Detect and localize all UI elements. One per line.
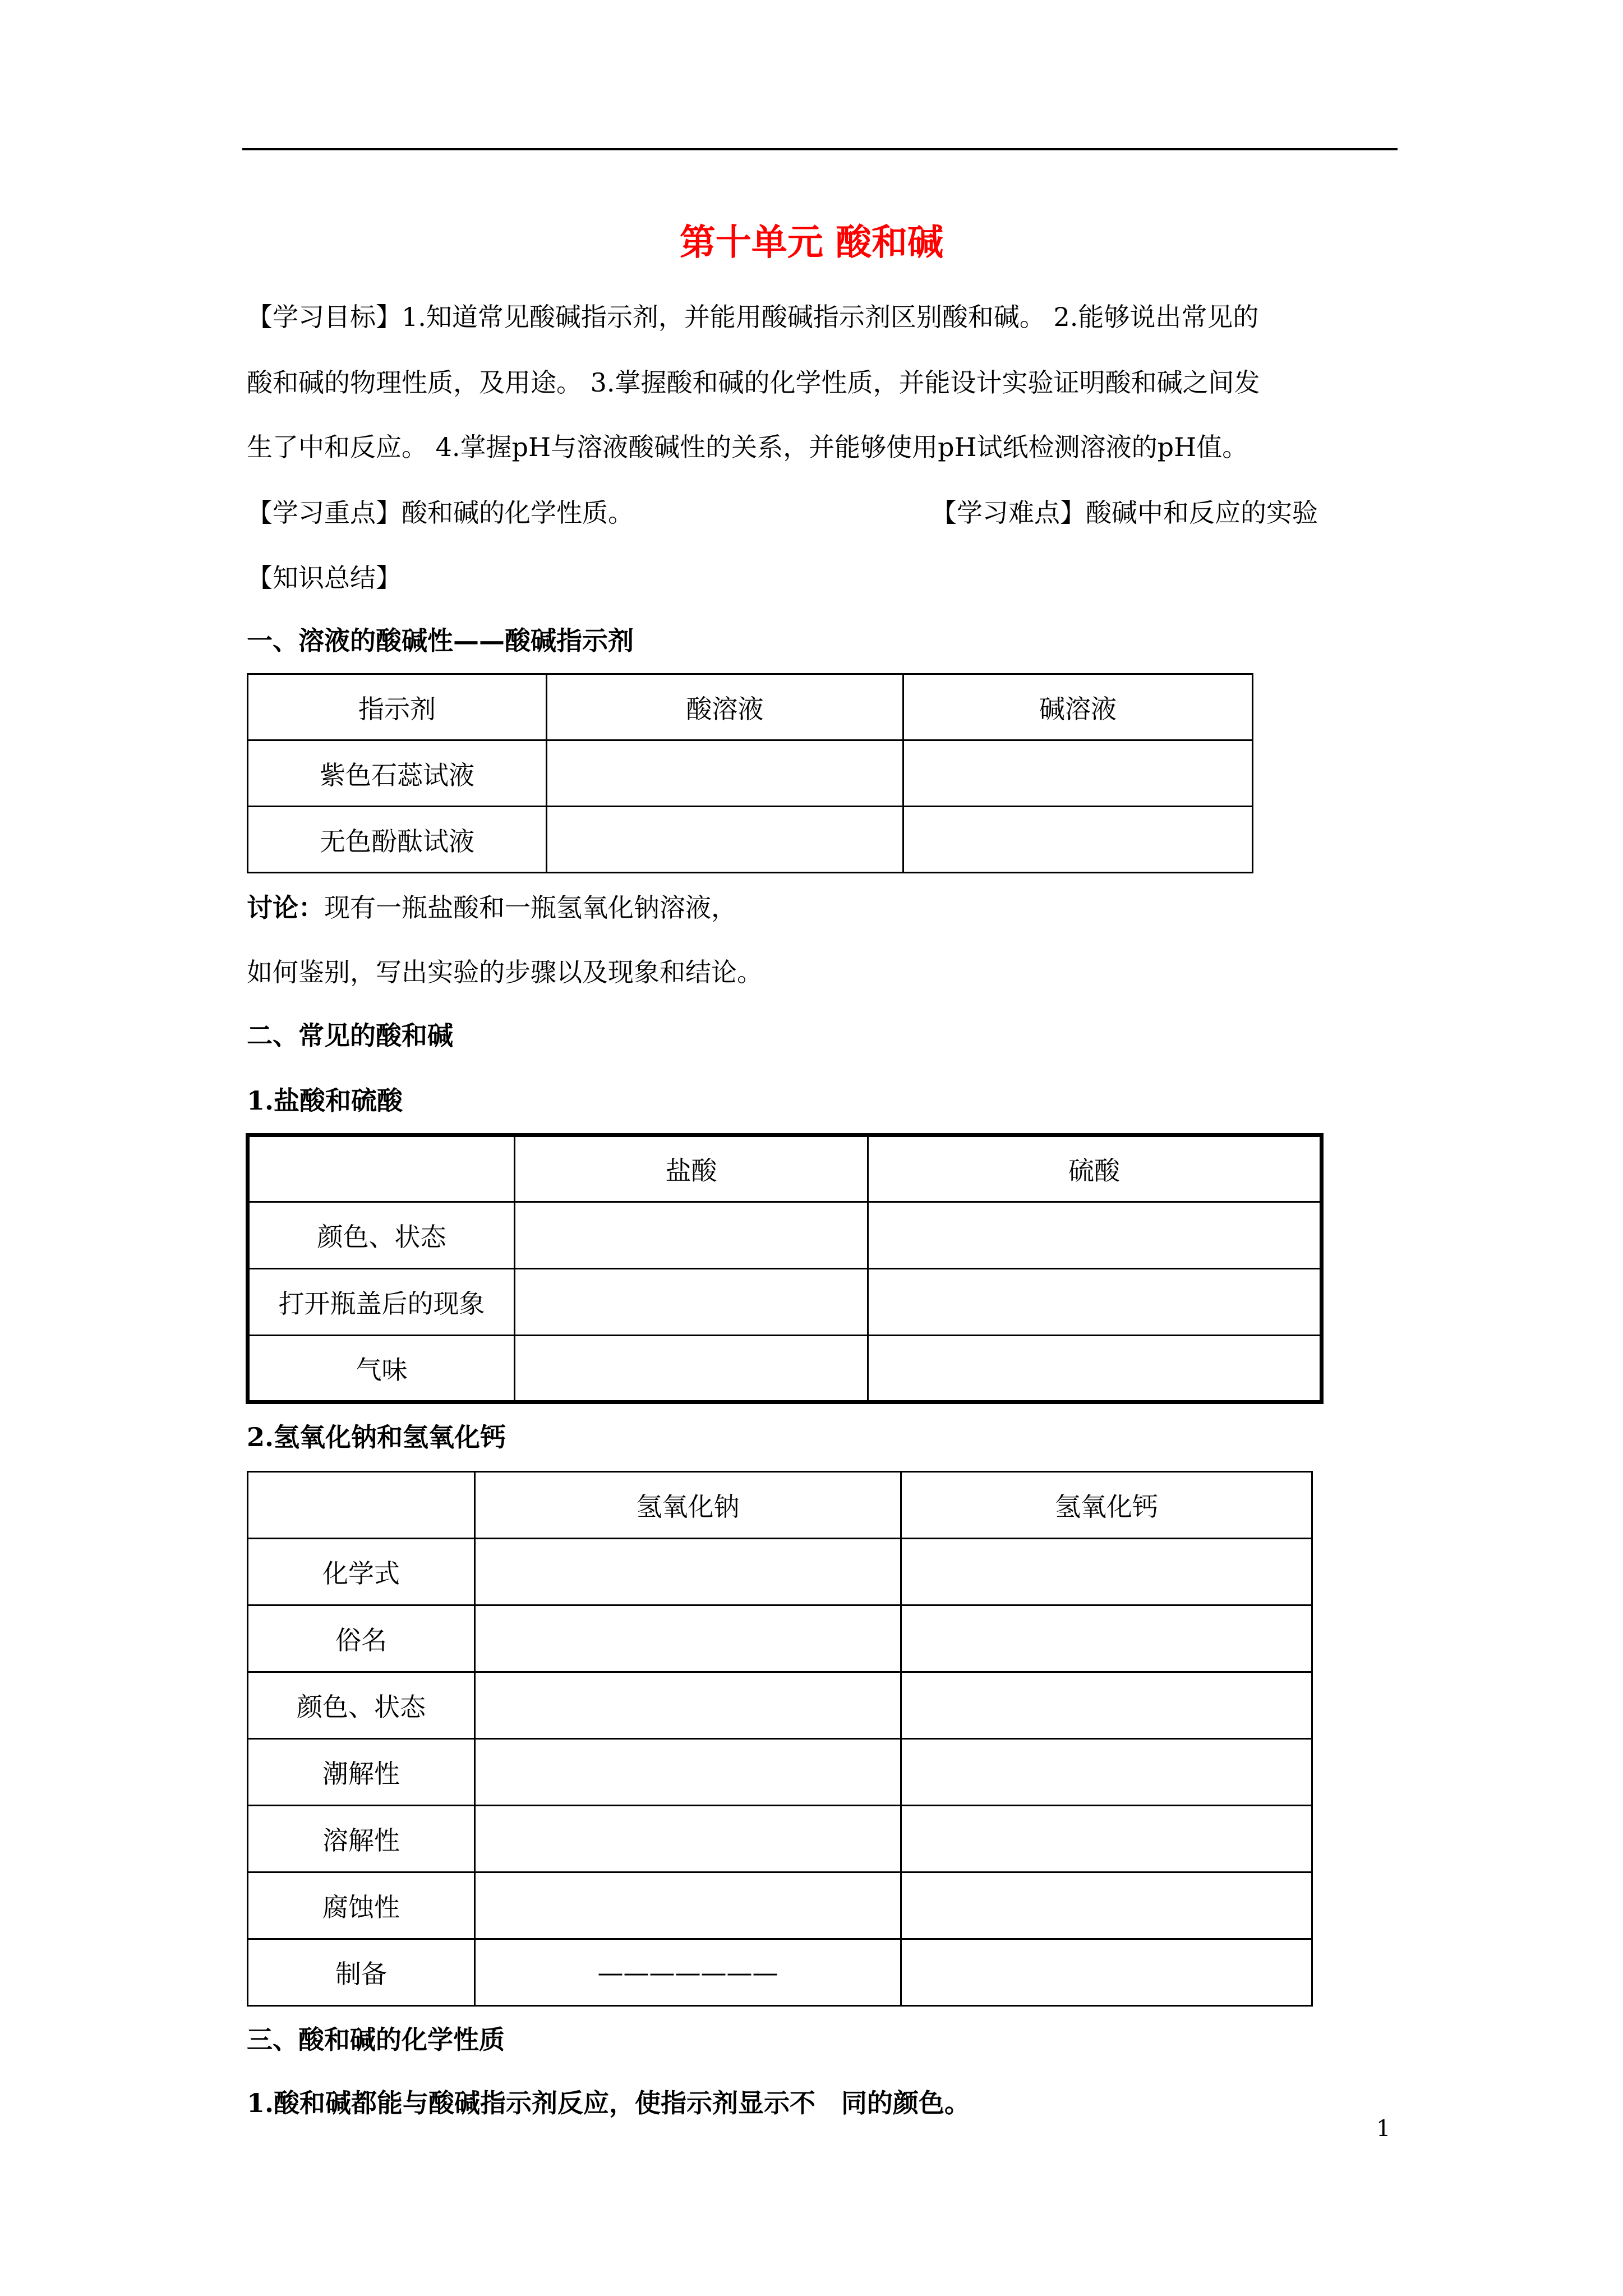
table-cell: 溶解性: [248, 1806, 475, 1872]
base-table: [247, 1471, 1313, 2007]
table-row: [248, 807, 1253, 873]
acid-table: [246, 1133, 1324, 1404]
table-cell: 俗名: [248, 1605, 475, 1672]
section-1-heading: 一、溶液的酸碱性——酸碱指示剂: [247, 625, 634, 656]
table-cell: [475, 1806, 901, 1872]
summary-label: 【知识总结】: [247, 563, 402, 593]
table-row: [248, 1336, 1322, 1402]
table-cell: [903, 740, 1253, 807]
table-cell: 腐蚀性: [248, 1872, 475, 1939]
objectives-line-1: 【学习目标】1.知道常见酸碱指示剂，并能用酸碱指示剂区别酸和碱。 2.能够说出常见的: [247, 302, 1259, 332]
table-row: [248, 740, 1253, 807]
table-cell: [547, 807, 903, 873]
table-cell: [868, 1269, 1322, 1336]
objectives-line-3: 生了中和反应。 4.掌握pH与溶液酸碱性的关系，并能够使用pH试纸检测溶液的pH值。: [247, 432, 1248, 462]
table-cell: [475, 1672, 901, 1739]
table-cell: [901, 1939, 1312, 2006]
table-row: [248, 1672, 1312, 1739]
indicator-table: [247, 673, 1253, 873]
table-header-cell: 氢氧化钙: [901, 1472, 1312, 1539]
table-cell: [515, 1202, 868, 1269]
table-cell: [901, 1539, 1312, 1605]
table-cell: [475, 1739, 901, 1806]
table-row: [248, 1539, 1312, 1605]
table-cell: [901, 1806, 1312, 1872]
section-3-item-1: 1.酸和碱都能与酸碱指示剂反应，使指示剂显示不 同的颜色。: [247, 2088, 971, 2118]
table-cell: [515, 1269, 868, 1336]
table-header-cell: 碱溶液: [903, 674, 1253, 740]
table-cell: 制备: [248, 1939, 475, 2006]
table-header-row: [248, 1472, 1312, 1539]
table-cell: [901, 1872, 1312, 1939]
discussion-line-2: 如何鉴别，写出实验的步骤以及现象和结论。: [247, 957, 763, 987]
discussion-text: 现有一瓶盐酸和一瓶氢氧化钠溶液，: [324, 892, 737, 923]
table-row: [248, 1806, 1312, 1872]
table-cell: [868, 1336, 1322, 1402]
table-row: [248, 1739, 1312, 1806]
table-header-cell: 硫酸: [868, 1135, 1322, 1202]
table-cell: [901, 1605, 1312, 1672]
table-header-row: [248, 674, 1253, 740]
table-header-cell: 氢氧化钠: [475, 1472, 901, 1539]
section-3-heading: 三、酸和碱的化学性质: [247, 2024, 505, 2055]
table-cell: ———————: [475, 1939, 901, 2006]
difficulty: 【学习难点】酸碱中和反应的实验: [931, 498, 1318, 528]
subsection-1-heading: 1.盐酸和硫酸: [247, 1085, 403, 1116]
table-cell: [547, 740, 903, 807]
table-cell: 化学式: [248, 1539, 475, 1605]
subsection-2-heading: 2.氢氧化钠和氢氧化钙: [247, 1422, 506, 1452]
table-cell: [475, 1605, 901, 1672]
page-title: 第十单元 酸和碱: [679, 222, 944, 264]
table-header-cell: 盐酸: [515, 1135, 868, 1202]
key-point: 【学习重点】酸和碱的化学性质。: [247, 498, 634, 528]
table-header-cell: [248, 1472, 475, 1539]
section-2-heading: 二、常见的酸和碱: [247, 1020, 453, 1051]
table-cell: 气味: [248, 1336, 515, 1402]
table-cell: [901, 1739, 1312, 1806]
table-cell: [515, 1336, 868, 1402]
table-cell: [475, 1539, 901, 1605]
table-row: [248, 1872, 1312, 1939]
table-cell: [903, 807, 1253, 873]
objectives-line-2: 酸和碱的物理性质，及用途。 3.掌握酸和碱的化学性质，并能设计实验证明酸和碱之间发: [247, 367, 1260, 398]
table-cell: [868, 1202, 1322, 1269]
page-number: 1: [1376, 2116, 1391, 2142]
table-header-cell: [248, 1135, 515, 1202]
table-cell: [475, 1872, 901, 1939]
table-cell: 打开瓶盖后的现象: [248, 1269, 515, 1336]
table-row: [248, 1202, 1322, 1269]
table-cell: 颜色、状态: [248, 1202, 515, 1269]
table-row: [248, 1939, 1312, 2006]
discussion-label: 讨论：: [247, 892, 324, 923]
table-header-cell: 酸溶液: [547, 674, 903, 740]
table-header-cell: 指示剂: [248, 674, 547, 740]
table-cell: 无色酚酞试液: [248, 807, 547, 873]
table-cell: 紫色石蕊试液: [248, 740, 547, 807]
table-row: [248, 1605, 1312, 1672]
discussion-line-1: [247, 891, 737, 924]
table-row: [248, 1269, 1322, 1336]
table-cell: 颜色、状态: [248, 1672, 475, 1739]
table-cell: 潮解性: [248, 1739, 475, 1806]
header-rule: [242, 148, 1398, 150]
table-header-row: [248, 1135, 1322, 1202]
table-cell: [901, 1672, 1312, 1739]
